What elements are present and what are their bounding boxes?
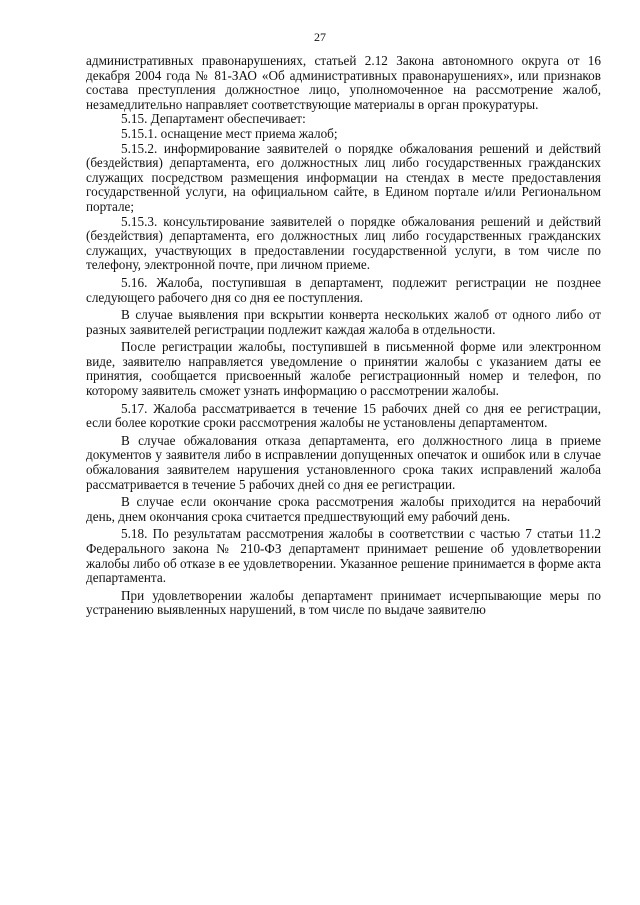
paragraph-5-17: 5.17. Жалоба рассматривается в течение 15 рабочих дней со дня ее регистрации, если более короткие сроки рассмотрения жалобы не установлены департаментом. <box>86 400 601 431</box>
paragraph-5-15-3: 5.15.3. консультирование заявителей о порядке обжалования решений и действий (бездействия) департамента, его должностных лиц либо государственных гражданских служащих, участвующих в предоставлении государственной услуги, в том числе по телефону, электронной почте, при личном приеме. <box>86 213 601 273</box>
paragraph-refusal-appeal: В случае обжалования отказа департамента, его должностного лица в приеме документов у заявителя либо в исправлении допущенных опечаток и ошибок или в случае обжалования заявителем нарушения установленного срока таких исправлений жалоба рассматривается в течение 5 рабочих дней со дня ее регистрации. <box>86 432 601 492</box>
paragraph-registration-notice: После регистрации жалобы, поступившей в письменной форме или электронном виде, заявителю направляется уведомление о принятии жалобы с указанием даты ее принятия, сообщается присвоенный жалобе регистрационный номер и телефон, по которому заявитель сможет узнать информацию о рассмотрении жалобы. <box>86 339 601 399</box>
paragraph-non-working-day: В случае если окончание срока рассмотрения жалобы приходится на нерабочий день, днем окончания срока считается предшествующий ему рабочий день. <box>86 494 601 524</box>
paragraph-continuation: административных правонарушениях, статьей 2.12 Закона автономного округа от 16 декабря 2004 года № 81-ЗАО «Об административных правонарушениях», или признаков состава преступления должностное лицо, уполномоченное на рассмотрение жалоб, незамедлительно направляет соответствующие материалы в орган прокуратуры. <box>86 53 601 112</box>
paragraph-5-15-2: 5.15.2. информирование заявителей о порядке обжалования решений и действий (бездействия) департамента, его должностных лиц либо государственных гражданских служащих посредством размещения информации на стендах в месте предоставления государственной услуги, на официальном сайте, в Едином портале и/или Региональном портале; <box>86 140 601 214</box>
paragraph-5-15: 5.15. Департамент обеспечивает: <box>121 111 306 127</box>
paragraph-multiple-complaints: В случае выявления при вскрытии конверта нескольких жалоб от одного либо от разных заявителей регистрации подлежит каждая жалоба в отдельности. <box>86 307 601 337</box>
page-number: 27 <box>314 30 326 44</box>
paragraph-5-18: 5.18. По результатам рассмотрения жалобы в соответствии с частью 7 статьи 11.2 Федерального закона № 210-ФЗ департамент принимает решение об удовлетворении жалобы либо об отказе в ее удовлетворении. Указанное решение принимается в форме акта департамента. <box>86 526 601 586</box>
document-body <box>86 54 601 618</box>
paragraph-satisfaction-measures: При удовлетворении жалобы департамент принимает исчерпывающие меры по устранению выявленных нарушений, в том числе по выдаче заявителю <box>86 587 601 618</box>
paragraph-5-15-1: 5.15.1. оснащение мест приема жалоб; <box>121 125 338 141</box>
paragraph-5-16: 5.16. Жалоба, поступившая в департамент, подлежит регистрации не позднее следующего рабочего дня со дня ее поступления. <box>86 274 601 305</box>
